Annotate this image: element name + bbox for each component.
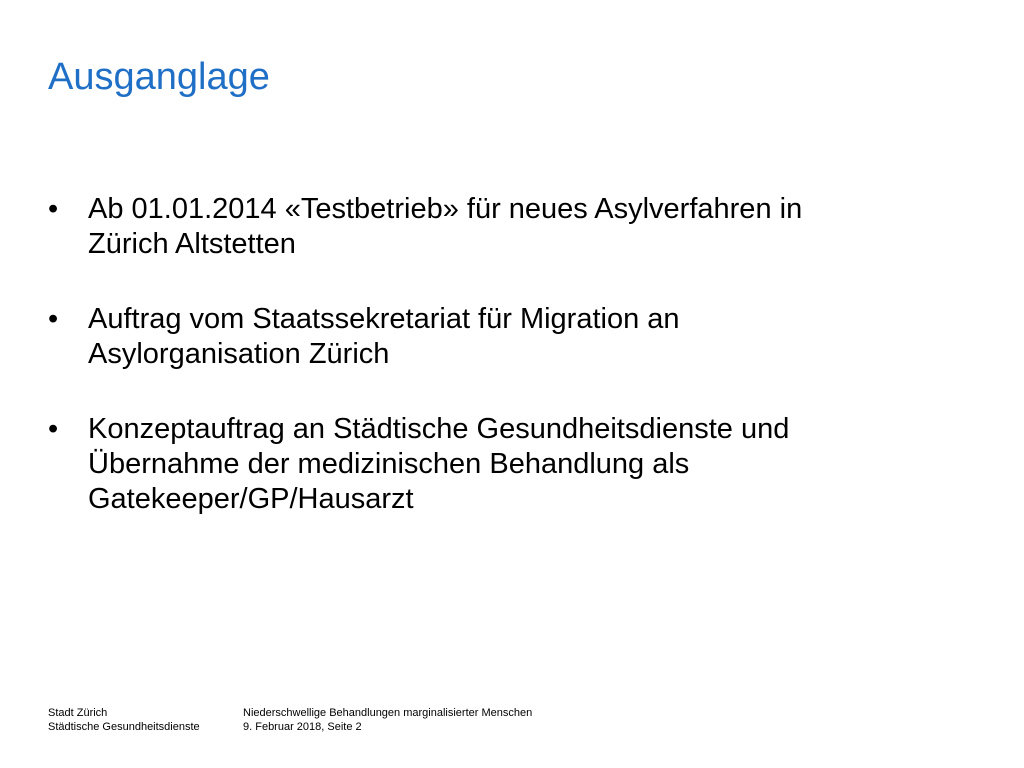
bullet-dot-icon: • bbox=[48, 193, 59, 225]
footer-date-page: 9. Februar 2018, Seite 2 bbox=[243, 721, 362, 733]
footer-organization bbox=[48, 706, 200, 734]
bullet-dot-icon: • bbox=[48, 413, 59, 445]
bullet-text-line: Ab 01.01.2014 «Testbetrieb» für neues Asylverfahren in bbox=[88, 193, 803, 225]
footer-topic bbox=[243, 706, 532, 734]
slide-title: Ausganglage bbox=[48, 56, 270, 98]
bullet-text-line: Asylorganisation Zürich bbox=[88, 338, 390, 370]
footer-org-city: Stadt Zürich bbox=[48, 707, 108, 719]
bullet-text-line: Übernahme der medizinischen Behandlung als bbox=[88, 448, 690, 480]
footer-presentation-title: Niederschwellige Behandlungen marginalisierter Menschen bbox=[243, 707, 533, 719]
bullet-text-line: Zürich Altstetten bbox=[88, 228, 296, 260]
bullet-dot-icon: • bbox=[48, 303, 59, 335]
bullet-item-1 bbox=[48, 192, 968, 262]
bullet-list bbox=[48, 192, 968, 557]
bullet-text-line: Gatekeeper/GP/Hausarzt bbox=[88, 483, 414, 515]
bullet-text-line: Auftrag vom Staatssekretariat für Migration an bbox=[88, 303, 680, 335]
footer-org-department: Städtische Gesundheitsdienste bbox=[48, 721, 200, 733]
bullet-item-3 bbox=[48, 412, 968, 517]
bullet-text-line: Konzeptauftrag an Städtische Gesundheitsdienste und bbox=[88, 413, 790, 445]
bullet-item-2 bbox=[48, 302, 968, 372]
